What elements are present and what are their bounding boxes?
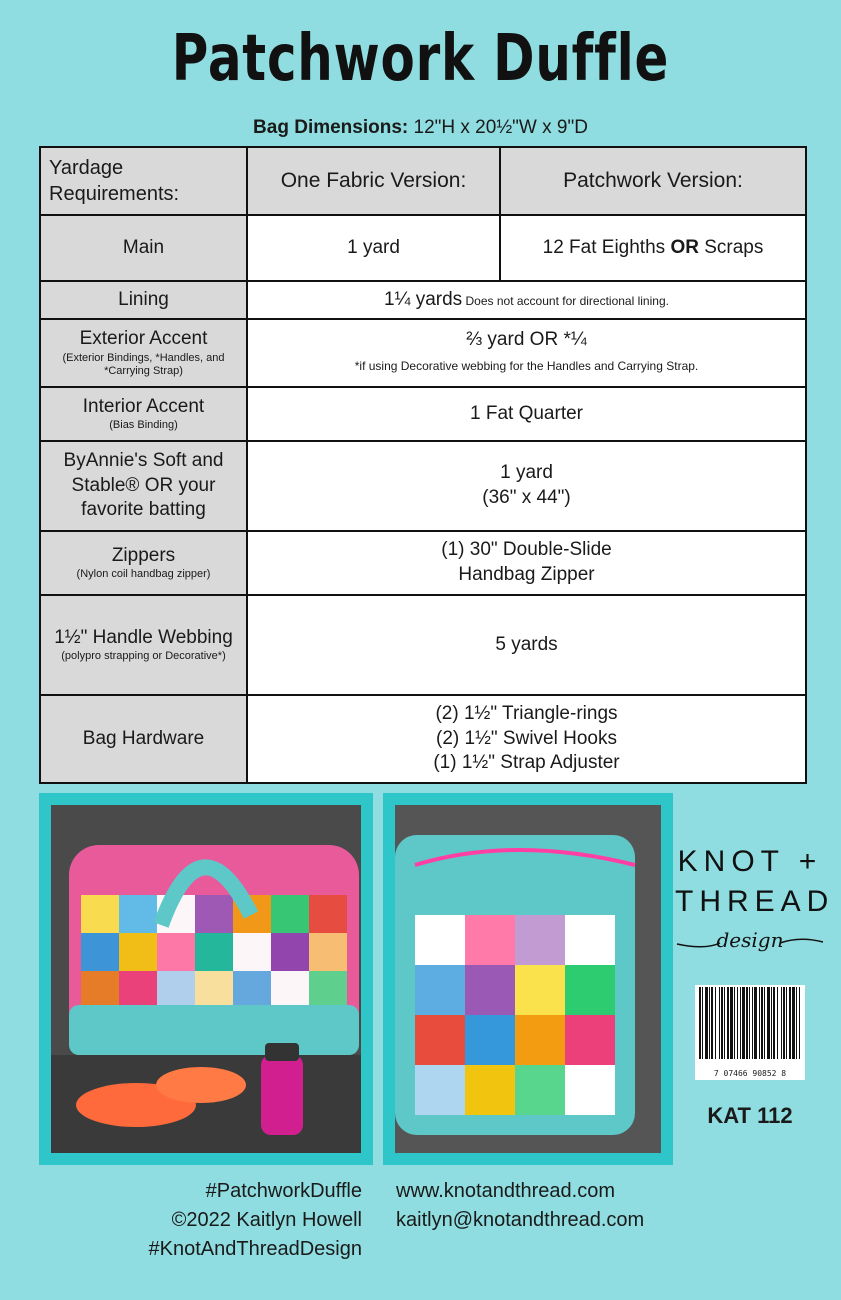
main-patchwork-post: Scraps — [698, 236, 764, 258]
row-label-webbing — [40, 595, 247, 695]
photo-duffle-side — [383, 793, 673, 1165]
photo-duffle-front — [39, 793, 373, 1165]
side-photo-image — [395, 805, 661, 1153]
table-row-webbing — [40, 595, 806, 695]
footer-hashtag2: #KnotAndThreadDesign — [148, 1238, 362, 1260]
batting-line1: 1 yard — [500, 462, 553, 484]
brand-line2: THREAD — [675, 885, 835, 918]
barcode-bars — [695, 985, 805, 1063]
brand-line1: KNOT + — [677, 845, 823, 878]
row-label-interior-accent — [40, 387, 247, 441]
lining-yards: 1¼ yards — [384, 288, 463, 310]
interior-accent-sub: (Bias Binding) — [109, 419, 178, 432]
hardware-line1: (2) 1½" Triangle-rings — [435, 702, 618, 724]
main-patchwork — [500, 215, 806, 281]
yardage-requirements-label: Yardage Requirements: — [40, 147, 247, 215]
hardware-line2: (2) 1½" Swivel Hooks — [436, 727, 617, 749]
exterior-accent-sub: (Exterior Bindings, *Handles, and *Carrying Strap) — [62, 351, 225, 378]
barcode — [695, 985, 805, 1080]
brand-script — [675, 928, 825, 952]
table-row-lining — [40, 281, 806, 319]
duffle-photo-image — [51, 805, 361, 1153]
table-row-hardware — [40, 695, 806, 783]
table-row-main — [40, 215, 806, 281]
row-label-lining: Lining — [40, 281, 247, 319]
bag-dimensions — [0, 117, 841, 139]
row-label-main: Main — [40, 215, 247, 281]
barcode-digits: 7 07466 90852 8 — [713, 1069, 787, 1078]
zippers-value — [247, 531, 806, 595]
exterior-accent-amount: ⅔ yard OR *¼ — [466, 329, 587, 351]
table-header-row — [40, 147, 806, 215]
footer-copyright: ©2022 Kaitlyn Howell — [171, 1209, 362, 1231]
hardware-line3: (1) 1½" Strap Adjuster — [433, 752, 620, 774]
patchwork-header: Patchwork Version: — [500, 147, 806, 215]
brand-script-text: design — [716, 928, 784, 952]
page-title: Patchwork Duffle — [171, 22, 670, 96]
exterior-accent-note: *if using Decorative webbing for the Handles and Carrying Strap. — [354, 359, 699, 373]
yardage-table — [39, 146, 807, 784]
dimensions-label: Bag Dimensions: — [253, 117, 409, 138]
main-patchwork-or: OR — [670, 236, 699, 258]
interior-accent-label: Interior Accent — [82, 395, 205, 417]
zippers-line2: Handbag Zipper — [458, 564, 595, 585]
batting-line2: (36" x 44") — [482, 487, 571, 508]
table-row-zippers — [40, 531, 806, 595]
footer-website[interactable]: www.knotandthread.com — [396, 1180, 616, 1202]
row-label-zippers — [40, 531, 247, 595]
table-row-interior-accent — [40, 387, 806, 441]
interior-accent-value: 1 Fat Quarter — [247, 387, 806, 441]
row-label-exterior-accent — [40, 319, 247, 387]
main-one-fabric: 1 yard — [247, 215, 500, 281]
brand-logo — [675, 842, 835, 922]
table-row-batting — [40, 441, 806, 531]
hardware-value — [247, 695, 806, 783]
zippers-line1: (1) 30" Double-Slide — [441, 539, 612, 561]
dimensions-value: 12"H x 20½"W x 9"D — [408, 117, 588, 138]
batting-value — [247, 441, 806, 531]
webbing-label: 1½" Handle Webbing — [54, 626, 233, 648]
one-fabric-header: One Fabric Version: — [247, 147, 500, 215]
product-code: KAT 112 — [707, 1103, 793, 1128]
table-row-exterior-accent — [40, 319, 806, 387]
webbing-value: 5 yards — [247, 595, 806, 695]
row-label-batting: ByAnnie's Soft and Stable® OR your favorite batting — [40, 441, 247, 531]
exterior-accent-label: Exterior Accent — [79, 327, 208, 349]
main-patchwork-pre: 12 Fat Eighths — [542, 236, 671, 258]
row-label-hardware: Bag Hardware — [40, 695, 247, 783]
webbing-sub: (polypro strapping or Decorative*) — [61, 650, 226, 663]
exterior-accent-value — [247, 319, 806, 387]
footer-hashtag1: #PatchworkDuffle — [205, 1180, 362, 1202]
lining-note: Does not account for directional lining. — [462, 293, 669, 308]
lining-value — [247, 281, 806, 319]
zippers-label: Zippers — [111, 544, 176, 566]
footer-email[interactable]: kaitlyn@knotandthread.com — [396, 1209, 645, 1231]
zippers-sub: (Nylon coil handbag zipper) — [76, 568, 211, 581]
